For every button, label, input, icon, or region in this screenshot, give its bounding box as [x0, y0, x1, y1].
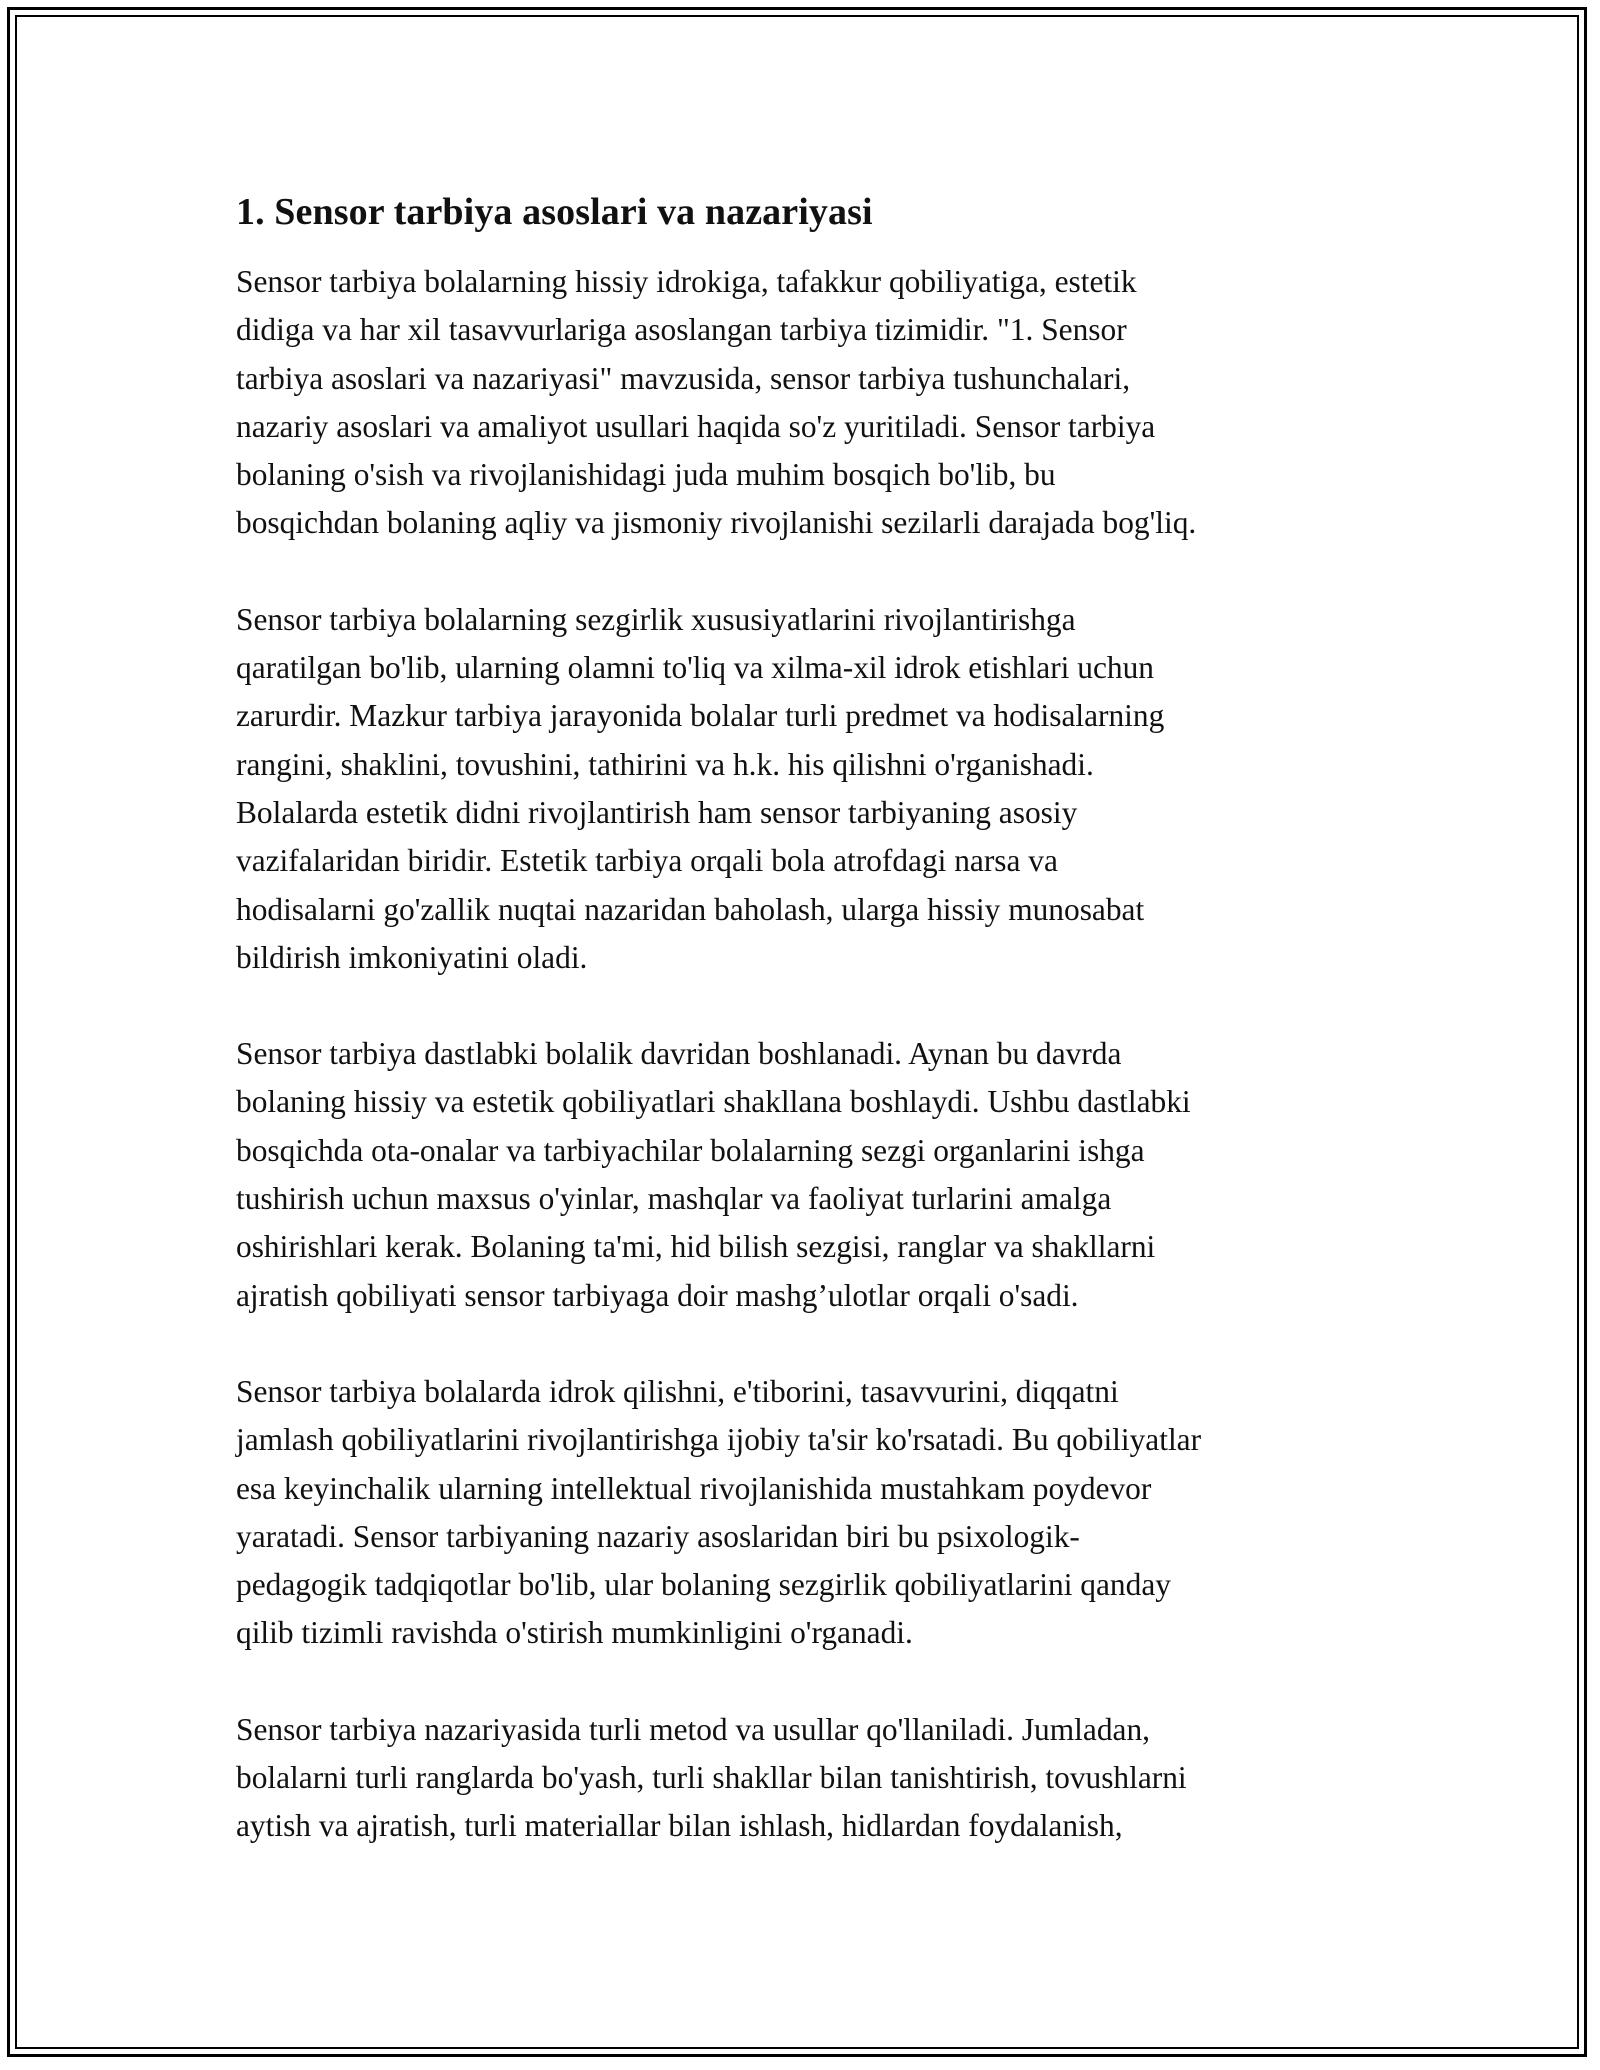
text-line: Sensor tarbiya nazariyasida turli metod va usullar qo'llaniladi. Jumladan, — [236, 1711, 1150, 1747]
paragraph-2 — [236, 596, 1366, 982]
text-line: Sensor tarbiya dastlabki bolalik davridan boshlanadi. Aynan bu davrda — [236, 1036, 1122, 1072]
paragraph-1 — [236, 258, 1366, 548]
paragraph-4 — [236, 1368, 1366, 1658]
text-line: oshirishlari kerak. Bolaning ta'mi, hid bilish sezgisi, ranglar va shakllarni — [236, 1229, 1156, 1265]
text-line: bosqichda ota-onalar va tarbiyachilar bolalarning sezgi organlarini ishga — [236, 1132, 1145, 1168]
paragraph-3 — [236, 1030, 1366, 1320]
section-heading: 1. Sensor tarbiya asoslari va nazariyasi — [236, 191, 873, 233]
text-line: didiga va har xil tasavvurlariga asoslangan tarbiya tizimidir. "1. Sensor — [236, 312, 1127, 348]
text-line: zarurdir. Mazkur tarbiya jarayonida bolalar turli predmet va hodisalarning — [236, 698, 1165, 734]
paragraph-5 — [236, 1706, 1366, 1851]
text-line: bolaning hissiy va estetik qobiliyatlari shakllana boshlaydi. Ushbu dastlabki — [236, 1084, 1191, 1120]
text-line: Bolalarda estetik didni rivojlantirish ham sensor tarbiyaning asosiy — [236, 794, 1078, 830]
text-line: Sensor tarbiya bolalarning sezgirlik xususiyatlarini rivojlantirishga — [236, 601, 1076, 637]
text-line: qilib tizimli ravishda o'stirish mumkinligini o'rganadi. — [236, 1615, 913, 1651]
text-line: bosqichdan bolaning aqliy va jismoniy rivojlanishi sezilarli darajada bog'liq. — [236, 505, 1197, 541]
text-line: ajratish qobiliyati sensor tarbiyaga doir mashg’ulotlar orqali o'sadi. — [236, 1277, 1079, 1313]
text-line: rangini, shaklini, tovushini, tathirini va h.k. his qilishni o'rganishadi. — [236, 746, 1094, 782]
text-line: pedagogik tadqiqotlar bo'lib, ular bolaning sezgirlik qobiliyatlarini qanday — [236, 1567, 1171, 1603]
text-line: hodisalarni go'zallik nuqtai nazaridan baholash, ularga hissiy munosabat — [236, 891, 1145, 927]
text-line: bildirish imkoniyatini oladi. — [236, 939, 588, 975]
text-line: aytish va ajratish, turli materiallar bilan ishlash, hidlardan foydalanish, — [236, 1808, 1123, 1844]
text-line: nazariy asoslari va amaliyot usullari haqida so'z yuritiladi. Sensor tarbiya — [236, 408, 1156, 444]
text-line: jamlash qobiliyatlarini rivojlantirishga ijobiy ta'sir ko'rsatadi. Bu qobiliyatlar — [236, 1422, 1202, 1458]
text-line: yaratadi. Sensor tarbiyaning nazariy asoslaridan biri bu psixologik- — [236, 1518, 1080, 1554]
text-line: tushirish uchun maxsus o'yinlar, mashqlar va faoliyat turlarini amalga — [236, 1181, 1112, 1217]
text-line: bolaning o'sish va rivojlanishidagi juda muhim bosqich bo'lib, bu — [236, 457, 1056, 493]
text-line: Sensor tarbiya bolalarning hissiy idrokiga, tafakkur qobiliyatiga, estetik — [236, 264, 1137, 299]
text-line: Sensor tarbiya bolalarda idrok qilishni, e'tiborini, tasavvurini, diqqatni — [236, 1373, 1119, 1409]
text-line: qaratilgan bo'lib, ularning olamni to'liq va xilma-xil idrok etishlari uchun — [236, 650, 1154, 686]
text-line: vazifalaridan biridir. Estetik tarbiya orqali bola atrofdagi narsa va — [236, 843, 1058, 879]
text-line: esa keyinchalik ularning intellektual rivojlanishida mustahkam poydevor — [236, 1470, 1152, 1506]
text-line: tarbiya asoslari va nazariyasi" mavzusida, sensor tarbiya tushunchalari, — [236, 360, 1131, 396]
text-line: bolalarni turli ranglarda bo'yash, turli shakllar bilan tanishtirish, tovushlarni — [236, 1760, 1187, 1796]
document-body — [236, 186, 1366, 1899]
